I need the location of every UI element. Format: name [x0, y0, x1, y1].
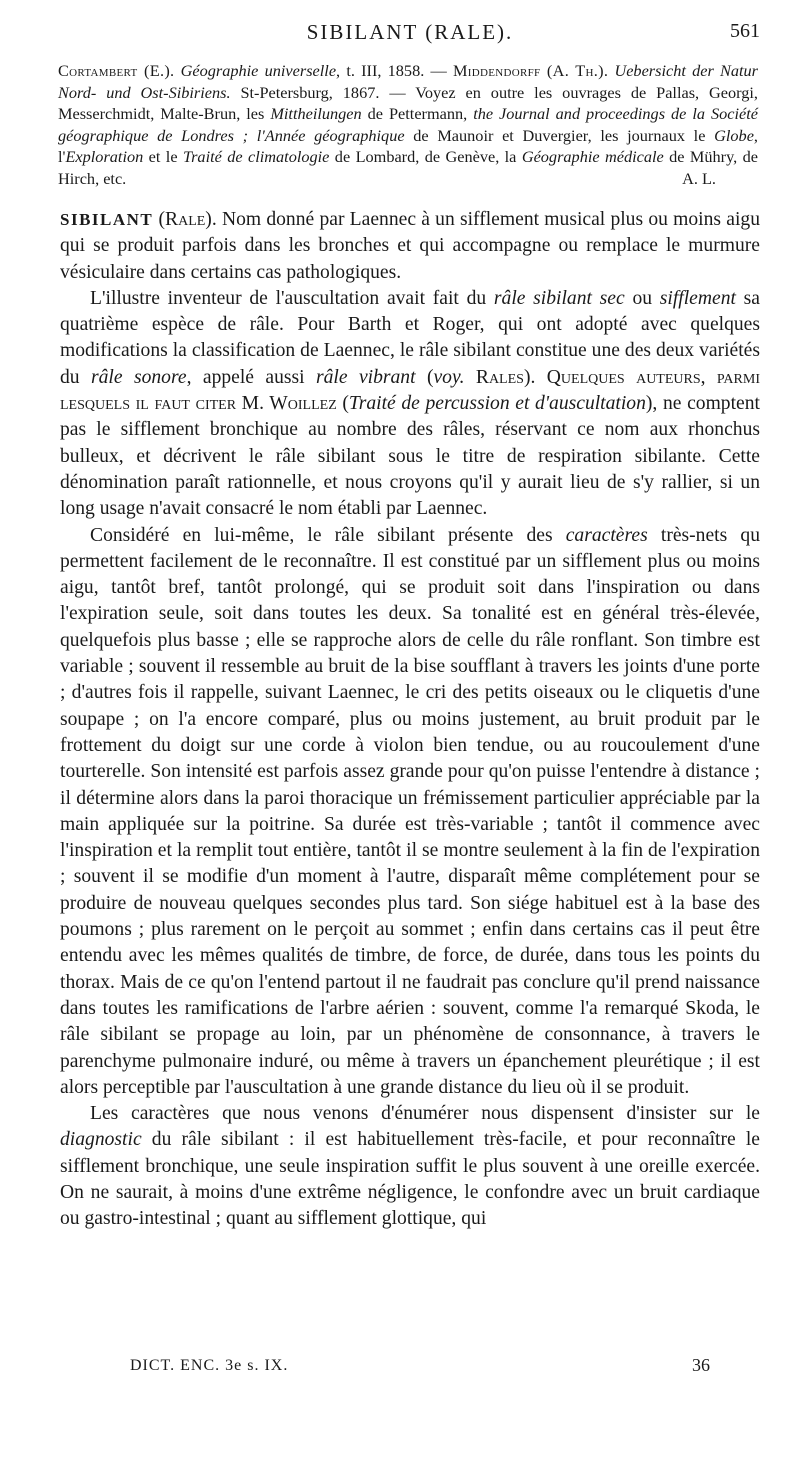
paragraph-text: Considéré en lui-même, le râle sibilant présente des — [90, 524, 566, 546]
paragraph-characters — [60, 523, 760, 1102]
biblio-title: the Journal and proceedings de la Société géographique de Londres ; l'Année géographique — [58, 104, 758, 145]
page-footer — [130, 1357, 710, 1381]
italic-term: diagnostic — [60, 1129, 142, 1151]
biblio-text: , t. III, 1858. — — [336, 61, 453, 80]
biblio-text: de Mühry, de Hirch, etc. — [58, 147, 759, 188]
biblio-text: , l' — [58, 125, 758, 167]
paragraph-definition — [60, 207, 760, 286]
biblio-author: Middendorff (A. Th.). — [452, 61, 609, 80]
italic-term: sifflement — [659, 287, 736, 309]
paragraph-text: L'illustre inventeur de l'auscultation avait fait du — [90, 287, 494, 309]
biblio-text: et le — [143, 147, 183, 167]
italic-term: râle sonore — [91, 366, 187, 388]
paragraph-text: Nom donné par Laennec à un sifflement musical plus ou moins aigu qui se produit parfois dans les bronches et qui accompagne ou remplace le murmure vésiculaire dans certains cas pathologiques. — [60, 209, 760, 283]
biblio-title: Globe — [714, 125, 754, 145]
paragraph-text: Rales). Quelques auteurs, parmi lesquels il faut citer M. Woillez ( — [60, 366, 760, 415]
italic-term: râle vibrant — [315, 366, 416, 388]
headword-qualifier: (Rale). — [153, 209, 222, 230]
biblio-text: de Maunoir et Duvergier, les journaux le — [404, 125, 715, 145]
paragraph-text: ou — [624, 287, 660, 309]
biblio-author: Cortambert (E.). — [58, 61, 175, 80]
biblio-text: St-Petersburg, 1867. — Voyez en outre les ouvrages de Pallas, Georgi, Messerchmidt, Malte-Brun, les — [58, 82, 759, 124]
running-head — [60, 20, 760, 50]
paragraph-text: du râle sibilant : il est habituellement très-facile, et pour reconnaître le sifflement bronchique, une seule inspiration suffit le plus souvent à une oreille exercée. On ne saurait, à moins d'une extrême négligence, le confondre avec un bruit cardiaque ou gastro-intestinal ; quant au sifflement glottique, qui — [60, 1129, 760, 1230]
headword: SIBILANT — [60, 210, 154, 229]
paragraph-text: très-nets qu permettent facilement de le reconnaître. Il est constitué par un sifflement plus ou moins aigu, tantôt bref, tantôt prolongé, qui se produit soit dans l'inspiration ou dans l'expiration seule, soit dans toutes les deux. Sa tonalité est en général très-élevée, quelquefois plus basse ; elle se rapproche alors de celle du râle ronflant. Son timbre est variable ; souvent il ressemble au bruit de la bise soufflant à travers les joints d'une porte ; d'autres fois il rappelle, suivant Laennec, le cri des petits oiseaux ou le cliquetis d'une soupape ; on l'a encore comparé, plus ou moins justement, au bruit produit par le frottement du doigt sur une corde à violon bien tendue, ou au roucoulement d'une tourterelle. Son intensité est parfois assez grande pour qu'on puisse l'entendre à distance ; il détermine alors dans la paroi thoracique un frémissement particulier appréciable par la main appliquée sur la poitrine. Sa durée est très-variable ; tantôt il commence avec l'inspiration et la remplit tout entière, tantôt il se montre seulement à la fin de l'expiration ; souvent il se modifie d'un moment à l'autre, disparaît même complétement pour se produire de nouveau quelques secondes plus tard. Son siége habituel est à la base des poumons ; plus rarement on le perçoit au sommet ; enfin dans certains cas il peut être entendu avec les mêmes qualités de timbre, de force, de durée, dans tous les points du thorax. Mais de ce qu'on l'entend partout il ne faudrait pas conclure qu'il prend naissance dans toutes les ramifications de l'arbre aérien : souvent, comme l'a remarqué Skoda, le râle sibilant se propage au loin, par un phénomène de consonnance, à travers le parenchyme pulmonaire induré, ou même à travers un épanchement pleurétique ; il est alors perceptible par l'auscultation à une grande distance du lieu où il se produit. — [60, 524, 760, 1098]
paragraph-history — [60, 286, 760, 523]
biblio-title: Mittheilungen — [270, 104, 362, 124]
italic-term: Traité de percussion et d'auscultation — [348, 393, 646, 415]
italic-term: râle sibilant sec — [493, 287, 625, 309]
italic-term: caractères — [565, 524, 648, 546]
sheet-number: 36 — [692, 1355, 710, 1375]
paragraph-text: , appelé aussi — [186, 366, 316, 388]
biblio-text: de Pettermann, — [361, 104, 474, 124]
page-number: 561 — [730, 20, 760, 42]
biblio-title: Traité de climatologie — [182, 147, 330, 167]
running-title: SIBILANT (RALE). — [306, 20, 514, 44]
biblio-title: Uebersicht der Natur Nord- und Ost-Sibiriens. — [58, 61, 758, 102]
article-body — [60, 207, 760, 1233]
paragraph-text: Les caractères que nous venons d'énumérer nous dispensent d'insister sur le — [90, 1103, 760, 1125]
biblio-title: Géographie médicale — [521, 147, 664, 167]
bibliography-block — [58, 60, 758, 190]
article-signature: A. L. — [682, 168, 716, 188]
paragraph-text: sa quatrième espèce de râle. Pour Barth et Roger, qui ont adopté avec quelques modifications la classification de Laennec, le râle sibilant constitue une des deux variétés du — [60, 287, 760, 388]
italic-term: voy. — [433, 366, 465, 388]
paragraph-text: ), ne comptent pas le sifflement bronchique au nombre des râles, réservant ce nom aux rhonchus bulleux, et décrivent le râle sibilant sous le titre de respiration sibilante. Cette dénomination paraît rationnelle, et nous croyons qu'il y aurait lieu de s'y rallier, si un long usage n'avait consacré le nom établi par Laennec. — [60, 393, 760, 520]
biblio-text: de Lombard, de Genève, la — [329, 147, 522, 167]
paragraph-diagnostic — [60, 1101, 760, 1232]
biblio-title: Géographie universelle — [180, 61, 337, 80]
signature-mark: DICT. ENC. 3e s. IX. — [130, 1357, 289, 1374]
biblio-title: Exploration — [65, 147, 144, 167]
paragraph-text: ( — [415, 366, 434, 388]
